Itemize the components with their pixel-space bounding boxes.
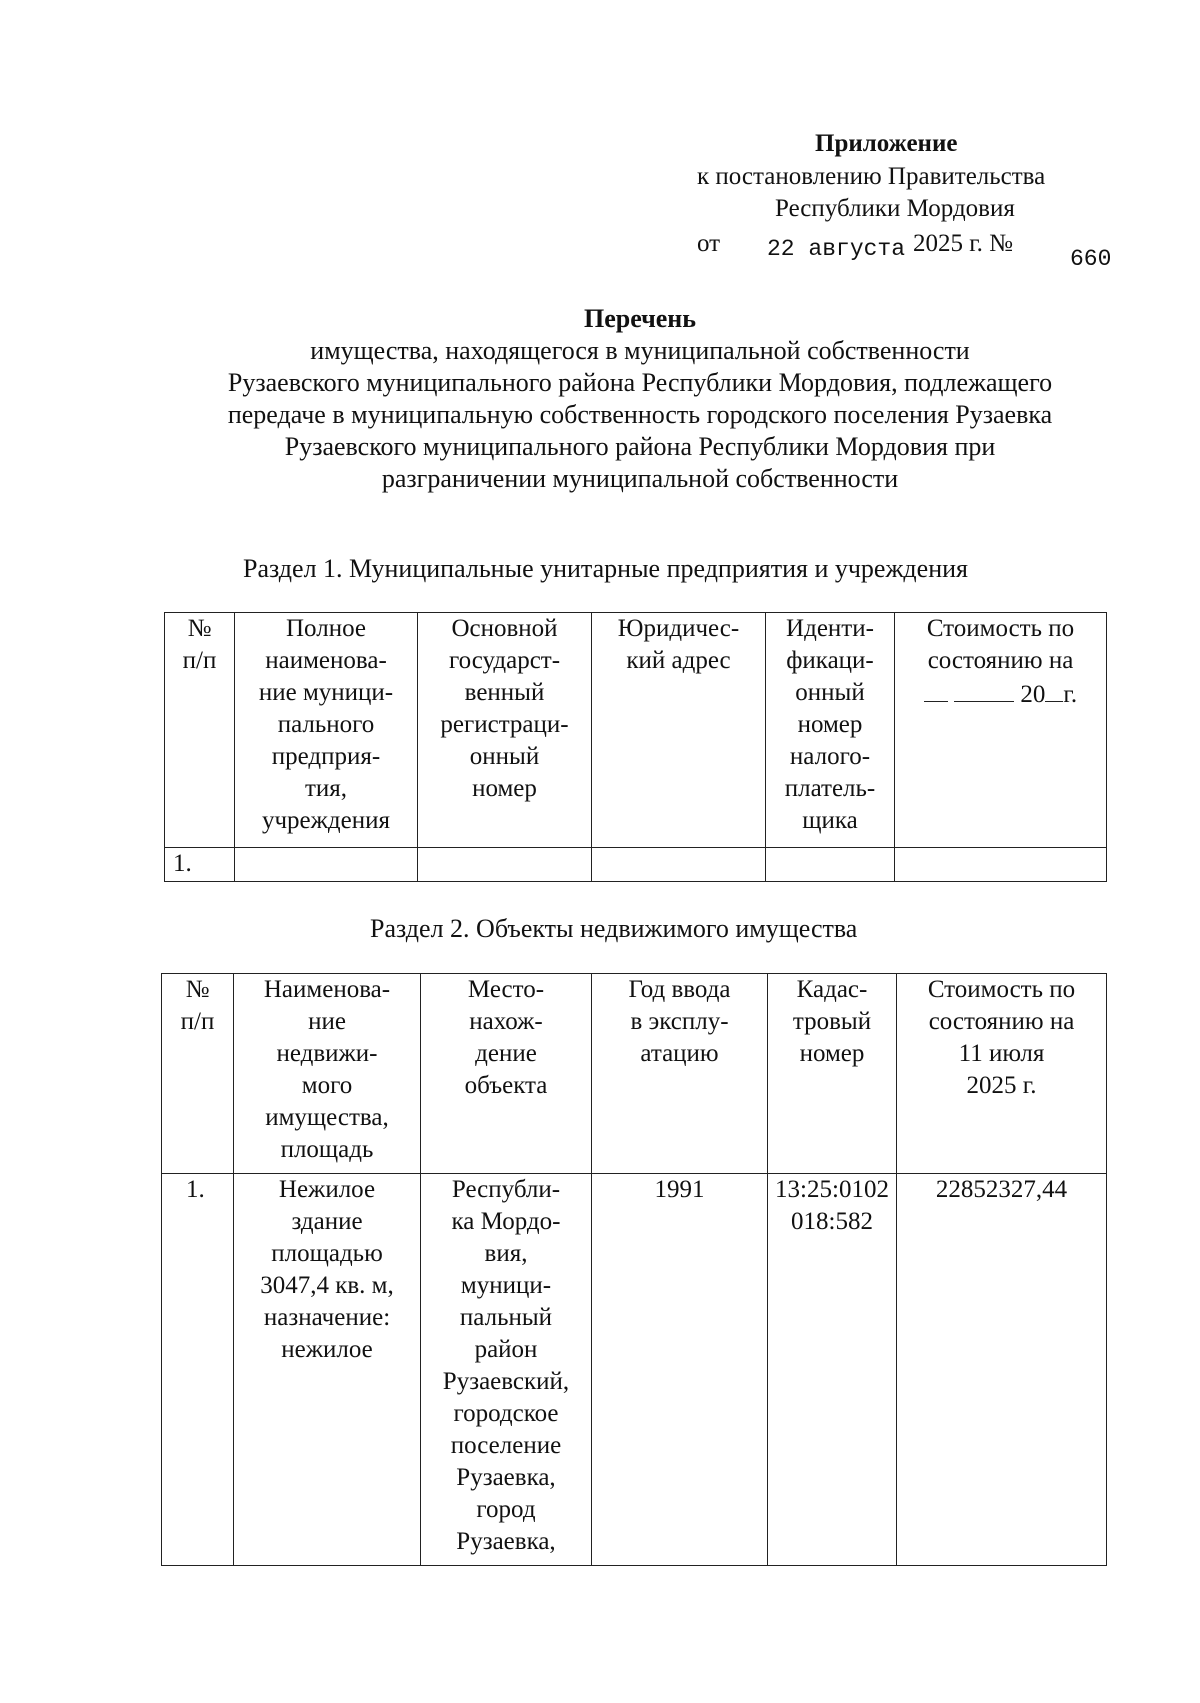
appendix-from-label: от (697, 230, 721, 257)
appendix-line-2: Республики Мордовия (775, 195, 1015, 222)
appendix-year-number-label: 2025 г. № (913, 230, 1014, 257)
list-subtitle-line: передаче в муниципальную собственность городского поселения Рузаевка (227, 400, 1053, 429)
col-header-commission-year: Год ввода в эксплу- атацию (592, 974, 768, 1174)
row-property-name: Нежилое здание площадью 3047,4 кв. м, назначение: нежилое (234, 1174, 421, 1566)
col-header-cadastral-number: Кадас- тровый номер (768, 974, 897, 1174)
table-header-row (165, 613, 1107, 848)
row-number: 1. (165, 848, 235, 882)
table-row (165, 848, 1107, 882)
row-commission-year: 1991 (592, 1174, 768, 1566)
row-cadastral-number: 13:25:0102 018:582 (768, 1174, 897, 1566)
list-subtitle-line: имущества, находящегося в муниципальной собственности (310, 336, 970, 365)
section2-caption: Раздел 2. Объекты недвижимого имущества (370, 914, 858, 943)
section1-caption: Раздел 1. Муниципальные унитарные предприятия и учреждения (243, 554, 968, 583)
col-header-location: Место- нахож- дение объекта (421, 974, 592, 1174)
row-cost: 22852327,44 (897, 1174, 1107, 1566)
col-header-tax-id: Иденти- фикаци- онный номер налого- платель- щика (766, 613, 895, 848)
list-subtitle-line: разграничении муниципальной собственности (381, 464, 899, 493)
appendix-title: Приложение (815, 130, 958, 157)
col-header-cost: Стоимость по состоянию на 11 июля 2025 г. (897, 974, 1107, 1174)
table-header-row (162, 974, 1107, 1174)
row-cell (766, 848, 895, 882)
list-heading: Перечень (583, 304, 697, 333)
row-number: 1. (162, 1174, 234, 1566)
col-header-number: № п/п (162, 974, 234, 1174)
row-cell (418, 848, 592, 882)
section1-table (164, 612, 1107, 882)
appendix-line-1: к постановлению Правительства (697, 163, 1046, 190)
col-header-legal-address: Юридичес- кий адрес (592, 613, 766, 848)
col-header-full-name: Полное наименова- ние муници- пального предприя- тия, учреждения (235, 613, 418, 848)
row-cell (235, 848, 418, 882)
col-header-property-name: Наименова- ние недвижи- мого имущества, площадь (234, 974, 421, 1174)
section2-table (161, 973, 1107, 1566)
row-cell (592, 848, 766, 882)
list-subtitle-line: Рузаевского муниципального района Республики Мордовия, подлежащего (227, 368, 1053, 397)
col-header-cost: Стоимость по состоянию на 20 г. (895, 613, 1107, 848)
appendix-date: 22 августа (767, 236, 906, 262)
appendix-number: 660 (1070, 246, 1112, 272)
table-row (162, 1174, 1107, 1566)
cost-date-blank: 20 г. (899, 677, 1102, 711)
col-header-registration-number: Основной государст- венный регистраци- онный номер (418, 613, 592, 848)
col-header-number: № п/п (165, 613, 235, 848)
row-location: Республи- ка Мордо- вия, муници- пальный район Рузаевский, городское поселение Рузаевка, город Рузаевка, (421, 1174, 592, 1566)
row-cell (895, 848, 1107, 882)
list-title (160, 303, 1120, 495)
list-subtitle-line: Рузаевского муниципального района Республики Мордовия при (284, 432, 996, 461)
